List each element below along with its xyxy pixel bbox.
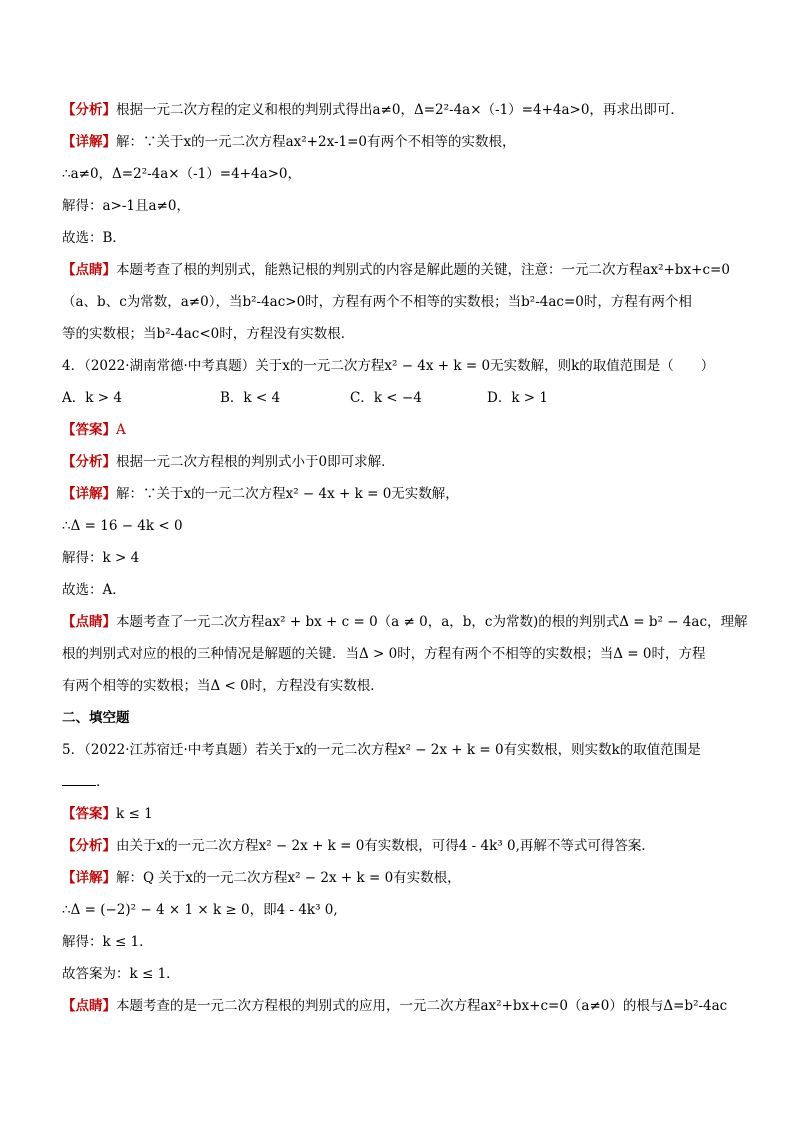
detail-text: 解：Q 关于x的一元二次方程x² − 2x + k = 0有实数根， <box>116 870 461 886</box>
q5-comment-1 <box>62 996 727 1016</box>
detail-tag: 【详解】 <box>62 870 116 886</box>
detail-tag: 【详解】 <box>62 486 116 502</box>
q5-answer <box>62 804 153 824</box>
analysis-tag: 【分析】 <box>62 102 116 118</box>
q3-analysis <box>62 100 684 120</box>
answer-text: k ≤ 1 <box>116 806 153 822</box>
q3-comment-1 <box>62 260 730 280</box>
q4-comment-3: 有两个相等的实数根；当Δ < 0时，方程没有实数根． <box>62 678 384 694</box>
analysis-text: 根据一元二次方程根的判别式小于0即可求解． <box>116 454 395 470</box>
q4-stem: 4．（2022·湖南常德·中考真题）关于x的一元二次方程x² − 4x + k = 0无实数解，则k的取值范围是（ ） <box>62 358 715 374</box>
q5-stem-blank <box>62 772 110 792</box>
analysis-text: 由关于x的一元二次方程x² − 2x + k = 0有实数根，可得4 - 4k³ 0,再解不等式可得答案． <box>116 838 655 854</box>
answer-blank <box>62 773 96 786</box>
q4-detail-3: 解得：k > 4 <box>62 550 140 566</box>
q3-detail-1 <box>62 132 516 152</box>
q5-stem: 5．（2022·江苏宿迁·中考真题）若关于x的一元二次方程x² − 2x + k = 0有实数根，则实数k的取值范围是 <box>62 742 701 758</box>
option-a: A．k > 4 <box>62 390 122 406</box>
q4-comment-2: 根的判别式对应的根的三种情况是解题的关键．当Δ > 0时，方程有两个不相等的实数根；当Δ = 0时，方程 <box>62 646 706 662</box>
analysis-tag: 【分析】 <box>62 838 116 854</box>
analysis-tag: 【分析】 <box>62 454 116 470</box>
answer-tag: 【答案】 <box>62 806 116 822</box>
analysis-text: 根据一元二次方程的定义和根的判别式得出a≠0，Δ=2²-4a×（-1）=4+4a>0，再求出即可． <box>116 102 684 118</box>
option-b: B．k < 4 <box>220 390 281 406</box>
q4-answer <box>62 420 126 440</box>
q3-detail-3: 解得：a>-1且a≠0， <box>62 198 190 214</box>
q3-comment-3: 等的实数根；当b²-4ac<0时，方程没有实数根． <box>62 326 355 342</box>
q4-analysis <box>62 452 395 472</box>
q5-detail-1 <box>62 868 461 888</box>
q5-detail-4: 故答案为：k ≤ 1． <box>62 966 180 982</box>
comment-tag: 【点睛】 <box>62 998 116 1014</box>
q4-detail-1 <box>62 484 459 504</box>
option-c: C．k < −4 <box>350 390 422 406</box>
comment-tag: 【点睛】 <box>62 262 116 278</box>
q3-detail-2: ∴a≠0，Δ=2²-4a×（-1）=4+4a>0， <box>62 166 302 182</box>
q4-detail-4: 故选：A． <box>62 582 126 598</box>
detail-text: 解：∵关于x的一元二次方程x² − 4x + k = 0无实数解， <box>116 486 459 502</box>
q5-detail-2: ∴Δ = (−2)² − 4 × 1 × k ≥ 0，即4 - 4k³ 0, <box>62 902 338 918</box>
answer-text: A <box>116 422 126 438</box>
answer-tag: 【答案】 <box>62 422 116 438</box>
q4-comment-1 <box>62 612 748 632</box>
comment-text: 本题考查的是一元二次方程根的判别式的应用，一元二次方程ax²+bx+c=0（a≠0）的根与Δ=b²-4ac <box>116 998 728 1014</box>
option-d: D．k > 1 <box>487 390 548 406</box>
stem-end: ． <box>96 774 110 790</box>
detail-tag: 【详解】 <box>62 134 116 150</box>
q5-analysis <box>62 836 655 856</box>
q5-detail-3: 解得：k ≤ 1． <box>62 934 153 950</box>
comment-tag: 【点睛】 <box>62 614 116 630</box>
comment-text: 本题考查了根的判别式，能熟记根的判别式的内容是解此题的关键，注意：一元二次方程ax²+bx+c=0 <box>116 262 730 278</box>
section-title: 二、填空题 <box>62 710 130 726</box>
detail-text: 解：∵关于x的一元二次方程ax²+2x-1=0有两个不相等的实数根， <box>116 134 516 150</box>
comment-text: 本题考查了一元二次方程ax² + bx + c = 0（a ≠ 0，a，b，c为常数)的根的判别式Δ = b² − 4ac，理解 <box>116 614 748 630</box>
q3-comment-2: （a、b、c为常数，a≠0），当b²-4ac>0时，方程有两个不相等的实数根；当b²-4ac=0时，方程有两个相 <box>62 294 692 310</box>
q4-detail-2: ∴Δ = 16 − 4k < 0 <box>62 518 183 534</box>
q3-detail-4: 故选：B． <box>62 230 126 246</box>
